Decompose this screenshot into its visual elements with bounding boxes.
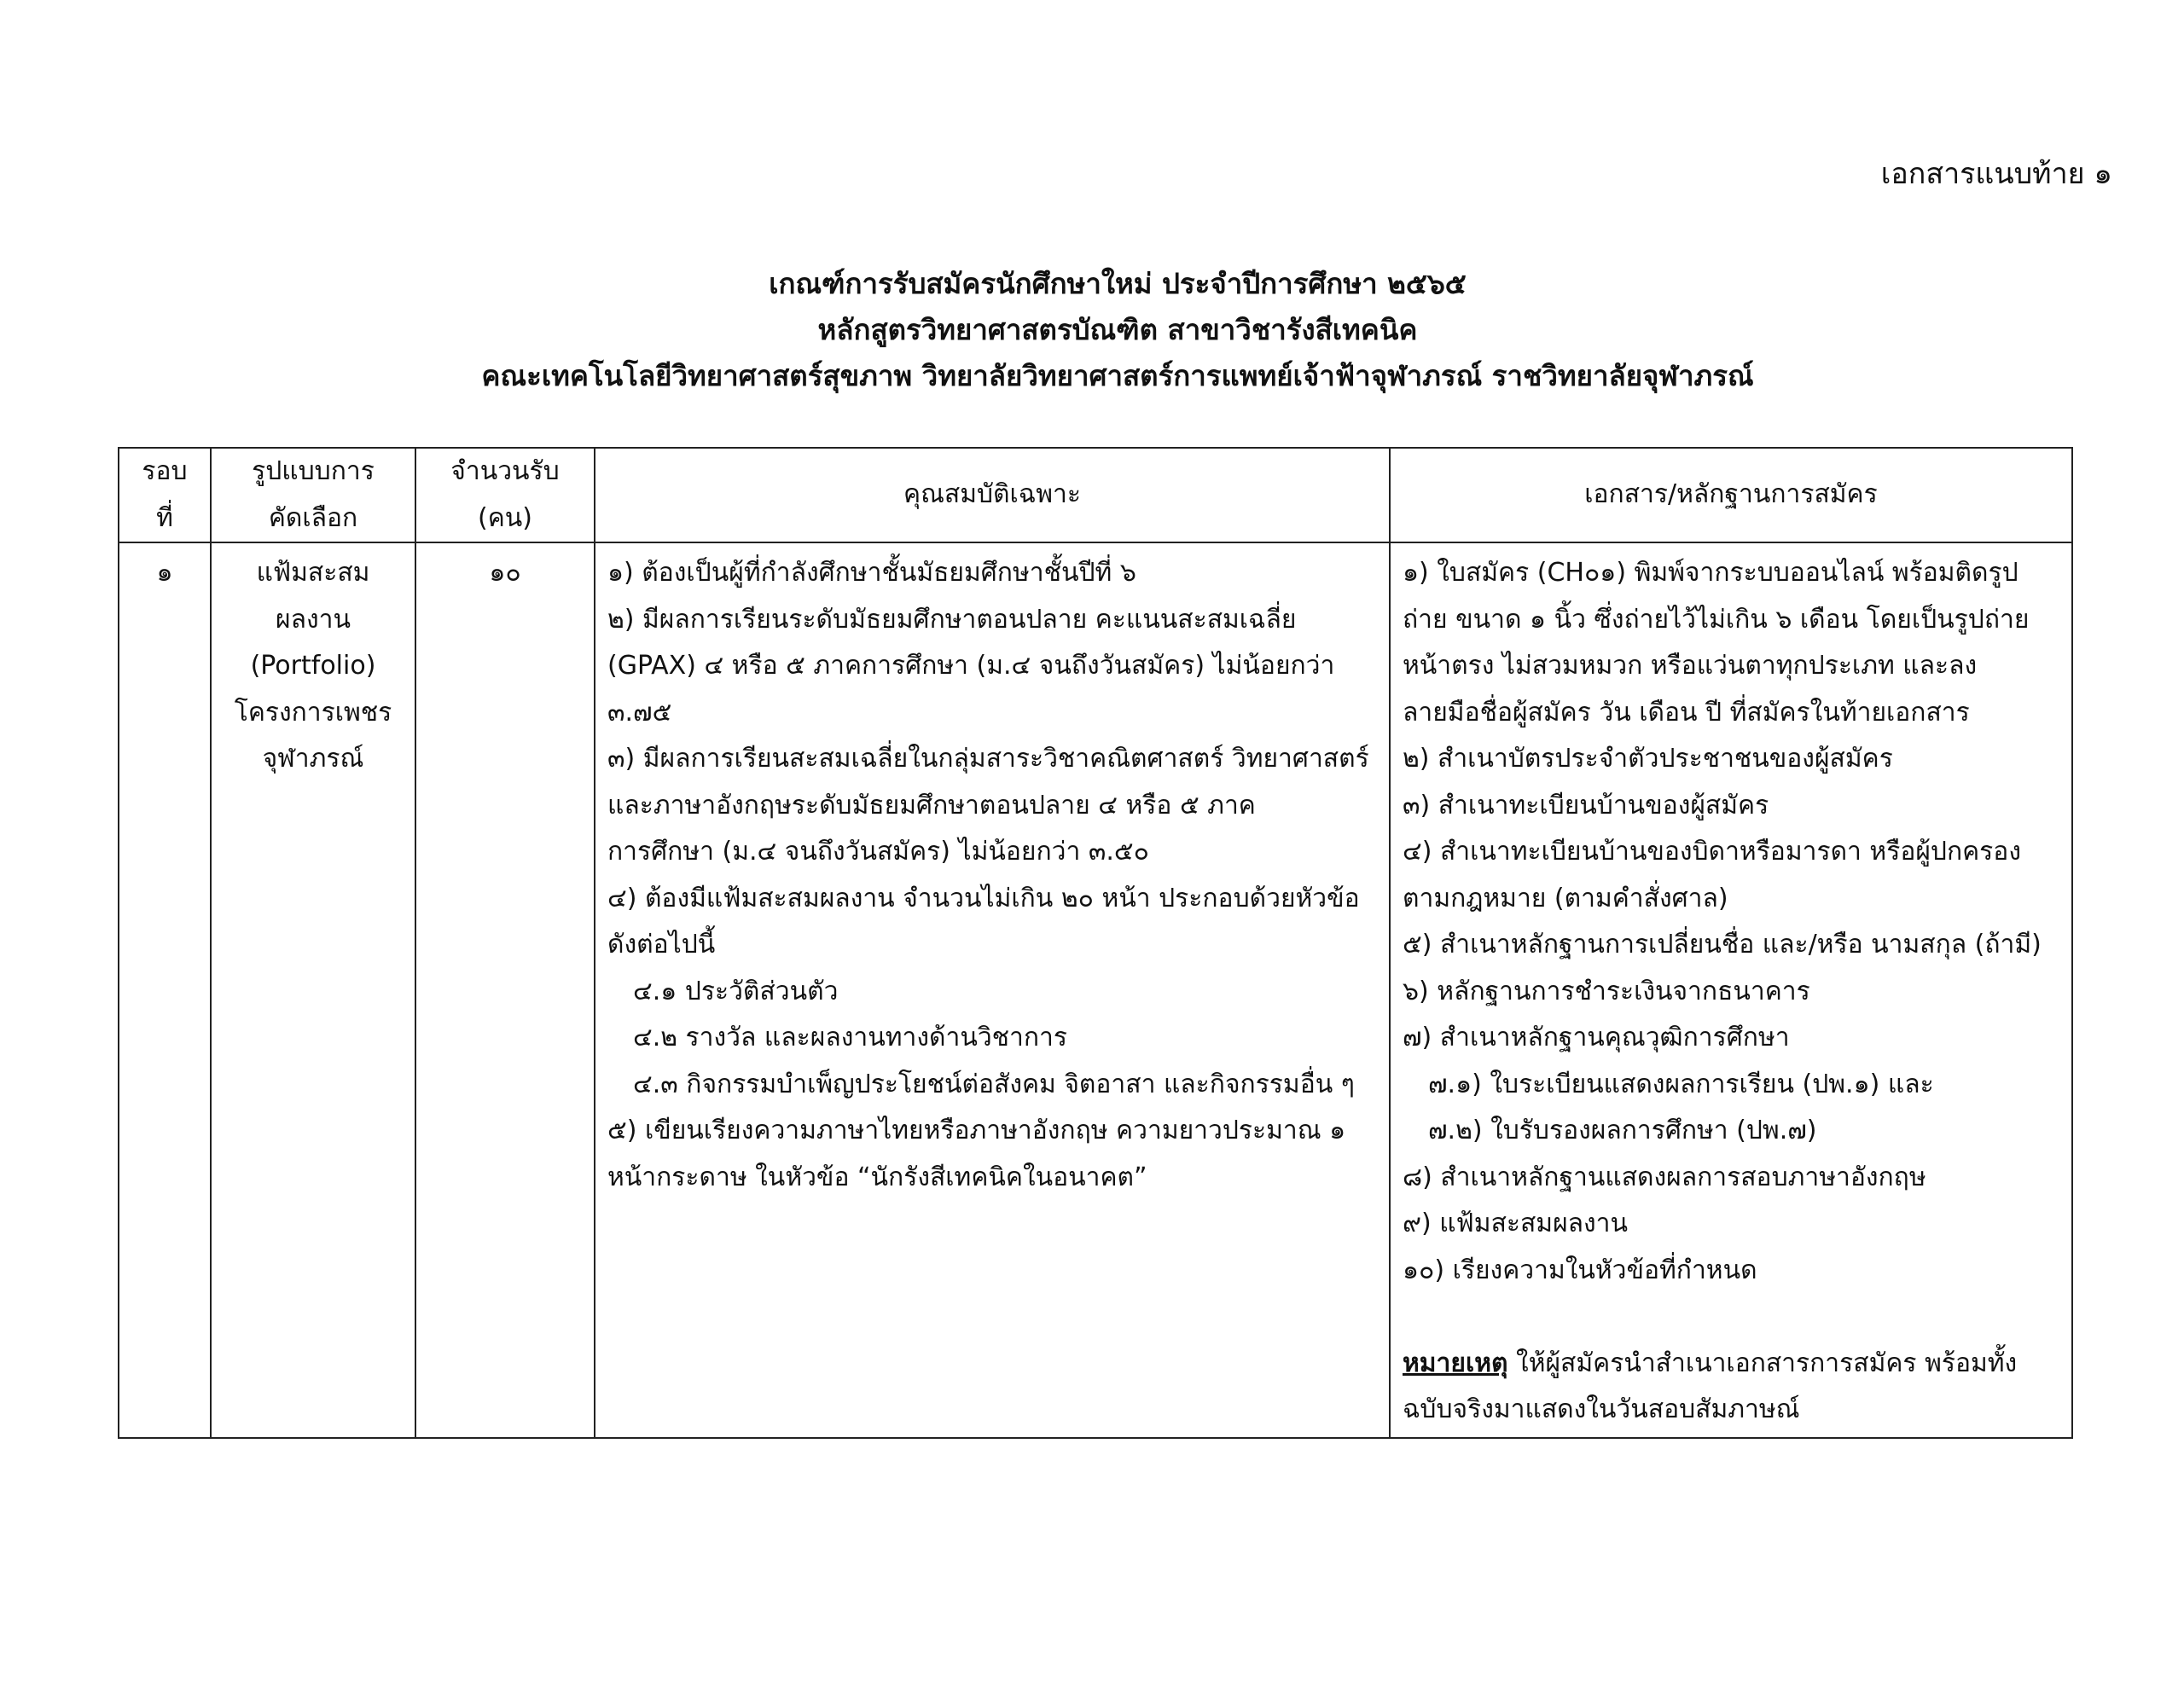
- qualification-line: การศึกษา (ม.๔ จนถึงวันสมัคร) ไม่น้อยกว่า ๓.๕๐: [607, 837, 1149, 867]
- document-line: ลายมือชื่อผู้สมัคร วัน เดือน ปี ที่สมัครในท้ายเอกสาร: [1403, 697, 1970, 728]
- format-line: จุฬาภรณ์: [262, 744, 364, 774]
- table-header-row: [119, 448, 2072, 542]
- header-round-line1: รอบ: [142, 456, 188, 486]
- qualification-line: หน้ากระดาษ ในหัวข้อ “นักรังสีเทคนิคในอนาคต”: [607, 1162, 1147, 1192]
- document-line: ๕) สำเนาหลักฐานการเปลี่ยนชื่อ และ/หรือ นามสกุล (ถ้ามี): [1403, 930, 2042, 959]
- qualification-line: และภาษาอังกฤษระดับมัธยมศึกษาตอนปลาย ๔ หรือ ๕ ภาค: [607, 790, 1256, 820]
- heading-title: เกณฑ์การรับสมัครนักศึกษาใหม่ ประจำปีการศึกษา ๒๕๖๕: [769, 267, 1467, 300]
- qualification-line: ดังต่อไปนี้: [607, 930, 716, 959]
- format-line: (Portfolio): [250, 651, 376, 681]
- heading-faculty: คณะเทคโนโลยีวิทยาศาสตร์สุขภาพ วิทยาลัยวิทยาศาสตร์การแพทย์เจ้าฟ้าจุฬาภรณ์ ราชวิทยาลัยจุฬาภรณ์: [481, 359, 1754, 392]
- spacer: [1403, 1294, 2059, 1341]
- qualification-line: ๓.๗๕: [607, 697, 672, 728]
- qualification-subline: ๔.๑ ประวัติส่วนตัว: [633, 976, 839, 1006]
- qualification-subline: ๔.๒ รางวัล และผลงานทางด้านวิชาการ: [633, 1023, 1068, 1052]
- document-line: ๙) แฟ้มสะสมผลงาน: [1403, 1209, 1629, 1238]
- header-quota: [415, 448, 595, 542]
- document-subline: ๗.๒) ใบรับรองผลการศึกษา (ปพ.๗): [1428, 1116, 1817, 1145]
- cell-format: [211, 542, 415, 1438]
- qualification-line: ๕) เขียนเรียงความภาษาไทยหรือภาษาอังกฤษ ความยาวประมาณ ๑: [607, 1116, 1346, 1145]
- cell-qualifications: [595, 542, 1390, 1438]
- header-documents: เอกสาร/หลักฐานการสมัคร: [1390, 448, 2072, 542]
- note-line-2: ฉบับจริงมาแสดงในวันสอบสัมภาษณ์: [1403, 1394, 1800, 1424]
- heading-program: หลักสูตรวิทยาศาสตรบัณฑิต สาขาวิชารังสีเทคนิค: [817, 313, 1418, 346]
- header-quota-line2: (คน): [478, 502, 532, 533]
- cell-round: ๑: [119, 542, 211, 1438]
- header-format-line2: คัดเลือก: [268, 502, 358, 533]
- document-line: ตามกฎหมาย (ตามคำสั่งศาล): [1403, 883, 1728, 913]
- format-line: แฟ้มสะสม: [256, 558, 370, 588]
- document-line: ๗) สำเนาหลักฐานคุณวุฒิการศึกษา: [1403, 1023, 1790, 1052]
- format-line: โครงการเพชร: [234, 697, 392, 728]
- qualification-line: (GPAX) ๔ หรือ ๕ ภาคการศึกษา (ม.๔ จนถึงวันสมัคร) ไม่น้อยกว่า: [607, 651, 1335, 681]
- document-line: ๔) สำเนาทะเบียนบ้านของบิดาหรือมารดา หรือผู้ปกครอง: [1403, 837, 2021, 867]
- qualification-subline: ๔.๓ กิจกรรมบำเพ็ญประโยชน์ต่อสังคม จิตอาสา และกิจกรรมอื่น ๆ: [633, 1069, 1355, 1099]
- table-row: [119, 542, 2072, 1438]
- document-line: ๑) ใบสมัคร (CH๐๑) พิมพ์จากระบบออนไลน์ พร้อมติดรูป: [1403, 558, 2018, 588]
- document-line: ๒) สำเนาบัตรประจำตัวประชาชนของผู้สมัคร: [1403, 744, 1893, 774]
- admission-criteria-table: [118, 447, 2073, 1439]
- qualification-line: ๑) ต้องเป็นผู้ที่กำลังศึกษาชั้นมัธยมศึกษาชั้นปีที่ ๖: [607, 558, 1136, 588]
- document-line: ๖) หลักฐานการชำระเงินจากธนาคาร: [1403, 976, 1810, 1006]
- annex-label: เอกสารแนบท้าย ๑: [1880, 157, 2112, 191]
- header-quota-line1: จำนวนรับ: [450, 456, 560, 486]
- document-heading: [0, 261, 2184, 399]
- document-line: ๑๐) เรียงความในหัวข้อที่กำหนด: [1403, 1255, 1757, 1285]
- qualification-line: ๔) ต้องมีแฟ้มสะสมผลงาน จำนวนไม่เกิน ๒๐ หน้า ประกอบด้วยหัวข้อ: [607, 883, 1360, 913]
- note-line: [1403, 1341, 2059, 1388]
- note-label: หมายเหตุ: [1403, 1348, 1508, 1378]
- header-format: [211, 448, 415, 542]
- header-qualifications: คุณสมบัติเฉพาะ: [595, 448, 1390, 542]
- document-line: ๘) สำเนาหลักฐานแสดงผลการสอบภาษาอังกฤษ: [1403, 1162, 1926, 1192]
- qualification-line: ๓) มีผลการเรียนสะสมเฉลี่ยในกลุ่มสาระวิชาคณิตศาสตร์ วิทยาศาสตร์: [607, 744, 1369, 774]
- header-round-line2: ที่: [156, 502, 173, 533]
- header-format-line1: รูปแบบการ: [252, 456, 375, 486]
- document-subline: ๗.๑) ใบระเบียนแสดงผลการเรียน (ปพ.๑) และ: [1428, 1069, 1934, 1099]
- note-text: ให้ผู้สมัครนำสำเนาเอกสารการสมัคร พร้อมทั้ง: [1516, 1348, 2018, 1378]
- document-line: หน้าตรง ไม่สวมหมวก หรือแว่นตาทุกประเภท และลง: [1403, 651, 1978, 681]
- format-line: ผลงาน: [276, 604, 351, 635]
- document-line: ๓) สำเนาทะเบียนบ้านของผู้สมัคร: [1403, 790, 1769, 820]
- cell-quota: ๑๐: [415, 542, 595, 1438]
- qualification-line: ๒) มีผลการเรียนระดับมัธยมศึกษาตอนปลาย คะแนนสะสมเฉลี่ย: [607, 604, 1297, 635]
- header-round: [119, 448, 211, 542]
- cell-documents: [1390, 542, 2072, 1438]
- document-line: ถ่าย ขนาด ๑ นิ้ว ซึ่งถ่ายไว้ไม่เกิน ๖ เดือน โดยเป็นรูปถ่าย: [1403, 604, 2030, 635]
